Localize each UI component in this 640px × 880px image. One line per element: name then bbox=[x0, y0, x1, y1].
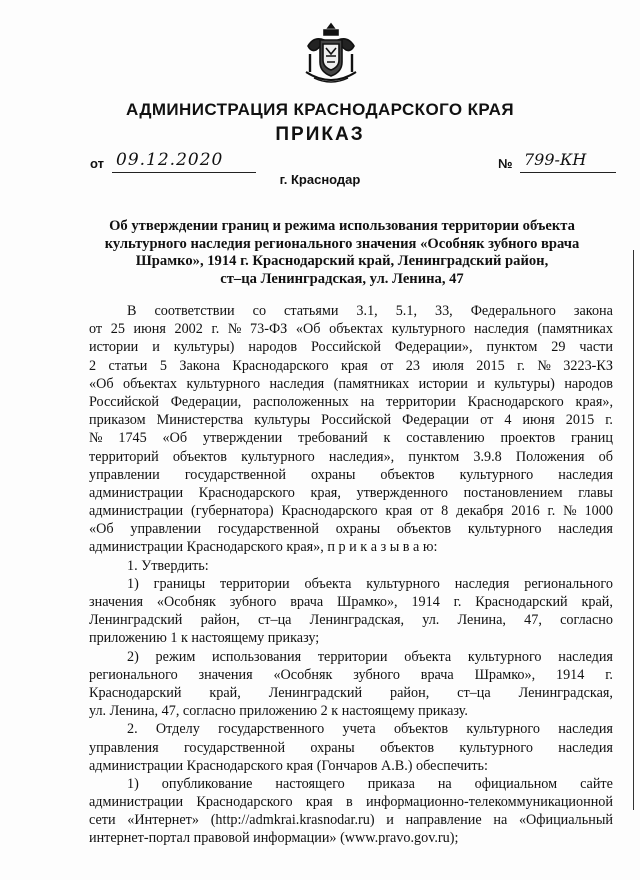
body-word: 3.9.8 bbox=[473, 448, 502, 465]
body-word: культурного bbox=[467, 648, 542, 665]
body-word: составлению bbox=[406, 430, 485, 447]
body-word: 2. bbox=[127, 721, 138, 738]
body-line: ул. Ленина, 47, согласно приложению 2 к настоящему приказу. bbox=[89, 703, 468, 720]
body-word: Министерства bbox=[156, 412, 244, 429]
handwritten-date: 09.12.2020 bbox=[112, 150, 256, 173]
body-word: 47, bbox=[524, 612, 542, 629]
body-line: приложению 1 к настоящему приказу; bbox=[89, 630, 320, 647]
body-word: к bbox=[383, 430, 391, 447]
body-word: культурного bbox=[391, 321, 466, 338]
body-word: 33, bbox=[434, 303, 453, 319]
body-word: Закона bbox=[179, 357, 220, 374]
body-line bbox=[89, 520, 613, 538]
body-word: края bbox=[385, 503, 413, 520]
body-word: народов bbox=[564, 375, 613, 392]
body-word: администрации bbox=[89, 794, 184, 811]
body-word: официальном bbox=[474, 775, 558, 792]
body-word: 3223-КЗ bbox=[563, 357, 613, 374]
body-word: Федерации, bbox=[170, 393, 242, 410]
body-word: регионального bbox=[89, 666, 178, 683]
body-word: 73-ФЗ bbox=[250, 321, 288, 338]
body-word: наследия bbox=[474, 321, 529, 338]
body-line bbox=[89, 739, 613, 757]
body-word: со bbox=[252, 303, 267, 319]
body-word: «Об bbox=[89, 375, 114, 392]
body-word: управлении bbox=[89, 466, 160, 483]
body-word: «Об bbox=[295, 321, 321, 338]
body-word: Краснодарского bbox=[281, 503, 378, 520]
body-word: культурного bbox=[459, 739, 533, 756]
body-word: учета bbox=[342, 721, 376, 738]
body-word: регионального bbox=[524, 575, 613, 592]
body-word: и bbox=[152, 339, 160, 356]
body-word: 1745 bbox=[118, 430, 147, 447]
body-line bbox=[89, 448, 613, 466]
body-word: Шрамко», bbox=[474, 666, 536, 683]
order-body bbox=[89, 302, 613, 848]
title-line: Шрамко», 1914 г. Краснодарский край, Ленинградский район, bbox=[135, 253, 549, 269]
body-word: 3.1, bbox=[356, 303, 378, 319]
body-word: Положения bbox=[515, 448, 585, 465]
body-word: «Об bbox=[162, 430, 188, 447]
body-line bbox=[89, 611, 613, 629]
body-word: (памятниках bbox=[333, 375, 410, 392]
body-word: Российской bbox=[311, 339, 381, 356]
body-word: «Официальный bbox=[518, 812, 613, 829]
body-word: использования bbox=[212, 648, 302, 665]
body-line bbox=[89, 648, 613, 666]
body-word: Российской bbox=[89, 393, 159, 410]
body-word: от bbox=[89, 321, 103, 338]
body-word: части bbox=[579, 339, 613, 356]
body-word: на bbox=[360, 393, 375, 410]
body-word: наследия bbox=[558, 466, 613, 483]
body-word: культурного bbox=[466, 721, 540, 738]
body-word: от bbox=[380, 357, 394, 374]
order-title bbox=[92, 218, 592, 288]
body-word: «Особняк bbox=[156, 594, 216, 610]
body-line bbox=[89, 484, 613, 502]
body-word: территории bbox=[317, 648, 388, 665]
body-line bbox=[89, 302, 613, 320]
body-word: культурного bbox=[366, 575, 440, 592]
body-word: настоящего bbox=[275, 775, 345, 792]
body-word: г. bbox=[605, 412, 613, 429]
body-word: «Об bbox=[89, 521, 114, 538]
body-word: территории bbox=[386, 393, 456, 410]
body-word: сети bbox=[89, 812, 116, 829]
body-word: статьи bbox=[108, 357, 148, 374]
body-word: закона bbox=[573, 303, 613, 319]
body-word: границ bbox=[571, 430, 613, 447]
body-word: 1000 bbox=[584, 503, 613, 520]
body-word: наследия bbox=[558, 721, 613, 738]
body-word: 4 bbox=[504, 412, 512, 429]
body-word: значения bbox=[198, 666, 253, 683]
body-word: объектов bbox=[172, 448, 227, 465]
body-line bbox=[89, 575, 613, 593]
body-line bbox=[89, 320, 613, 338]
body-line bbox=[89, 429, 613, 447]
body-word: культурного bbox=[186, 375, 261, 392]
title-line: культурного наследия регионального значения «Особняк зубного врача bbox=[104, 235, 580, 252]
city-line: г. Краснодар bbox=[279, 172, 361, 187]
body-word: 29 bbox=[551, 339, 566, 356]
body-word: наследия bbox=[454, 575, 510, 592]
body-word: утвержденного bbox=[356, 484, 448, 501]
body-word: культуры) bbox=[173, 339, 235, 356]
organization-title: АДМИНИСТРАЦИЯ КРАСНОДАРСКОГО КРАЯ bbox=[126, 100, 514, 119]
body-word: край, bbox=[209, 684, 241, 701]
body-word: ст–ца bbox=[258, 612, 292, 629]
body-word: Ленинградский bbox=[268, 684, 363, 701]
body-word: объекта bbox=[304, 575, 352, 592]
body-line bbox=[89, 811, 613, 829]
body-word: Шрамко», bbox=[337, 594, 398, 610]
body-word: расположенных bbox=[253, 393, 349, 410]
body-word: охраны bbox=[310, 739, 355, 756]
body-word: государственной bbox=[217, 521, 319, 538]
body-word: сайте bbox=[580, 775, 613, 792]
body-word: г. bbox=[211, 321, 220, 338]
body-word: охраны bbox=[335, 521, 381, 538]
body-word: наследия bbox=[558, 739, 613, 756]
body-word: края bbox=[305, 794, 333, 811]
body-word: режим bbox=[155, 648, 196, 665]
body-word: № bbox=[537, 357, 551, 374]
body-word: наследия bbox=[558, 521, 613, 538]
body-word: направление bbox=[405, 812, 482, 829]
body-word: и bbox=[477, 375, 485, 392]
body-word: Отделу bbox=[155, 721, 200, 738]
body-line bbox=[89, 411, 613, 429]
body-line bbox=[89, 666, 613, 684]
body-word: управления bbox=[89, 739, 159, 756]
body-line bbox=[89, 684, 613, 702]
body-word: 2 bbox=[89, 357, 97, 374]
body-word: Федерации», bbox=[394, 339, 473, 356]
body-word: народов bbox=[248, 339, 298, 356]
body-word: 1) bbox=[127, 775, 139, 792]
body-word: объектов bbox=[379, 739, 435, 756]
body-word: Краснодарского bbox=[467, 393, 564, 410]
body-word: опубликование bbox=[161, 775, 253, 792]
body-word: 2002 bbox=[174, 321, 203, 338]
body-word: значения bbox=[89, 594, 144, 610]
body-word: г. bbox=[547, 503, 556, 520]
scan-page-edge bbox=[633, 250, 634, 810]
body-line: администрации Краснодарского края», п р и к а з ы в а ю: bbox=[89, 539, 438, 556]
body-word: № bbox=[563, 503, 577, 520]
body-word: Федерации bbox=[402, 412, 470, 429]
body-word: 1914 bbox=[411, 594, 440, 610]
body-word: 1914 bbox=[555, 666, 585, 683]
body-line bbox=[89, 466, 613, 484]
body-word: объектов bbox=[396, 521, 452, 538]
body-word: государственной bbox=[184, 466, 286, 483]
body-word: государственной bbox=[183, 739, 286, 756]
body-word: администрации bbox=[89, 503, 184, 520]
body-word: проектов bbox=[500, 430, 556, 447]
body-word: «Особняк bbox=[273, 666, 333, 683]
body-word: истории bbox=[418, 375, 468, 392]
body-word: июня bbox=[522, 412, 555, 429]
body-word: объектах bbox=[122, 375, 178, 392]
body-line bbox=[89, 502, 613, 520]
body-line bbox=[89, 357, 613, 375]
body-word: Ленина, bbox=[457, 612, 506, 629]
body-line bbox=[89, 393, 613, 411]
body-word: (губернатора) bbox=[190, 503, 274, 520]
body-word: на bbox=[493, 812, 508, 829]
body-word: от bbox=[480, 412, 494, 429]
body-line bbox=[89, 775, 613, 793]
body-word: края bbox=[340, 357, 368, 374]
body-word: культуры bbox=[254, 412, 311, 429]
body-word: пунктом bbox=[408, 448, 460, 465]
body-word: 23 bbox=[405, 357, 420, 374]
body-word: наследия bbox=[558, 648, 613, 665]
body-word: пунктом bbox=[486, 339, 538, 356]
body-word: территорий bbox=[89, 448, 159, 465]
body-word: 2016 bbox=[511, 503, 540, 520]
body-word: № bbox=[89, 430, 103, 447]
body-word: наследия», bbox=[328, 448, 395, 465]
body-word: соответствии bbox=[154, 303, 235, 319]
body-word: Краснодарского bbox=[196, 794, 293, 811]
body-word: г. bbox=[605, 666, 613, 683]
body-word: государственного bbox=[218, 721, 325, 738]
body-word: № bbox=[227, 321, 242, 338]
date-number-line bbox=[90, 150, 610, 174]
body-line bbox=[89, 793, 613, 811]
body-word: Краснодарского bbox=[232, 357, 329, 374]
body-line bbox=[89, 375, 613, 393]
body-word: объекта bbox=[404, 648, 452, 665]
body-line: администрации Краснодарского края (Гончаров А.В.) обеспечить: bbox=[89, 757, 488, 774]
body-word: район, bbox=[200, 612, 240, 629]
body-word: объектов bbox=[393, 721, 449, 738]
body-word: г. bbox=[453, 594, 462, 610]
title-line: ст–ца Ленинградская, ул. Ленина, 47 bbox=[220, 270, 464, 287]
body-word: утверждении bbox=[202, 430, 283, 447]
body-word: зубного bbox=[229, 594, 277, 610]
body-line bbox=[89, 338, 613, 356]
document-type: ПРИКАЗ bbox=[275, 124, 365, 145]
body-word: июня bbox=[133, 321, 166, 338]
body-line: интернет-портал правовой информации» (www.pravo.gov.ru); bbox=[89, 830, 459, 847]
body-word: ул. bbox=[422, 612, 440, 629]
body-word: 25 bbox=[110, 321, 125, 338]
body-word: 5 bbox=[159, 357, 167, 374]
body-word: требований bbox=[298, 430, 368, 447]
body-word: 5.1, bbox=[395, 303, 417, 319]
body-word: врача bbox=[290, 594, 324, 610]
body-line bbox=[89, 593, 613, 611]
body-word: 2) bbox=[127, 648, 139, 665]
body-word: наследия bbox=[269, 375, 325, 392]
body-word: Российской bbox=[321, 412, 392, 429]
body-word: на bbox=[437, 775, 452, 792]
body-word: Ленинградский bbox=[89, 612, 183, 629]
body-word: В bbox=[127, 303, 137, 319]
body-word: статьями bbox=[284, 303, 339, 319]
body-word: 8 bbox=[441, 503, 449, 520]
body-word: ст–ца bbox=[457, 684, 491, 701]
coat-of-arms-emblem bbox=[300, 20, 362, 86]
body-word: территории bbox=[219, 575, 290, 592]
body-word: культуры) bbox=[494, 375, 555, 392]
body-word: объектов bbox=[380, 466, 435, 483]
body-word: Краснодарского bbox=[198, 484, 295, 501]
body-word: Краснодарский bbox=[475, 594, 568, 610]
body-word: об bbox=[598, 448, 613, 465]
body-word: от bbox=[420, 503, 434, 520]
body-word: приказом bbox=[89, 412, 146, 429]
body-word: постановлением bbox=[463, 484, 563, 501]
body-word: июля bbox=[432, 357, 464, 374]
body-word: культурного bbox=[467, 521, 542, 538]
body-word: администрации bbox=[89, 484, 184, 501]
date-prefix: от bbox=[90, 156, 104, 171]
body-word: 2015 bbox=[565, 412, 595, 429]
body-word: Ленинградская, bbox=[518, 684, 613, 701]
body-line: 1. Утвердить: bbox=[127, 557, 209, 574]
body-word: «Интернет» bbox=[127, 812, 199, 829]
body-word: главы bbox=[578, 484, 613, 501]
body-word: врача bbox=[420, 666, 454, 683]
body-word: (памятниках bbox=[537, 321, 613, 338]
body-word: Ленинградская, bbox=[309, 612, 405, 629]
body-word: район, bbox=[390, 684, 430, 701]
body-word: (http://admkrai.krasnodar.ru) bbox=[210, 812, 375, 829]
body-word: культурного bbox=[459, 466, 534, 483]
body-word: Федерального bbox=[470, 303, 556, 319]
body-word: Краснодарский bbox=[89, 684, 182, 701]
body-word: истории bbox=[89, 339, 139, 356]
body-word: 1) bbox=[127, 575, 139, 592]
body-word: и bbox=[386, 812, 394, 829]
body-word: г. bbox=[517, 357, 525, 374]
body-word: зубного bbox=[353, 666, 400, 683]
handwritten-number: 799-КН bbox=[520, 150, 616, 173]
body-word: в bbox=[345, 794, 353, 811]
body-word: информационно-телекоммуникационной bbox=[365, 794, 613, 811]
body-word: край, bbox=[581, 594, 613, 610]
body-word: края», bbox=[575, 393, 613, 410]
body-word: границы bbox=[153, 575, 206, 592]
body-word: культурного bbox=[241, 448, 315, 465]
body-word: приказа bbox=[367, 775, 415, 792]
body-word: согласно bbox=[560, 612, 613, 629]
body-word: объектах bbox=[329, 321, 384, 338]
body-word: охраны bbox=[311, 466, 356, 483]
body-word: края, bbox=[310, 484, 341, 501]
body-line bbox=[89, 720, 613, 738]
body-word: 2015 bbox=[476, 357, 505, 374]
body-word: декабря bbox=[456, 503, 504, 520]
number-prefix: № bbox=[498, 156, 513, 171]
body-word: управлении bbox=[130, 521, 202, 538]
title-line: Об утверждении границ и режима использования территории объекта bbox=[109, 218, 575, 234]
